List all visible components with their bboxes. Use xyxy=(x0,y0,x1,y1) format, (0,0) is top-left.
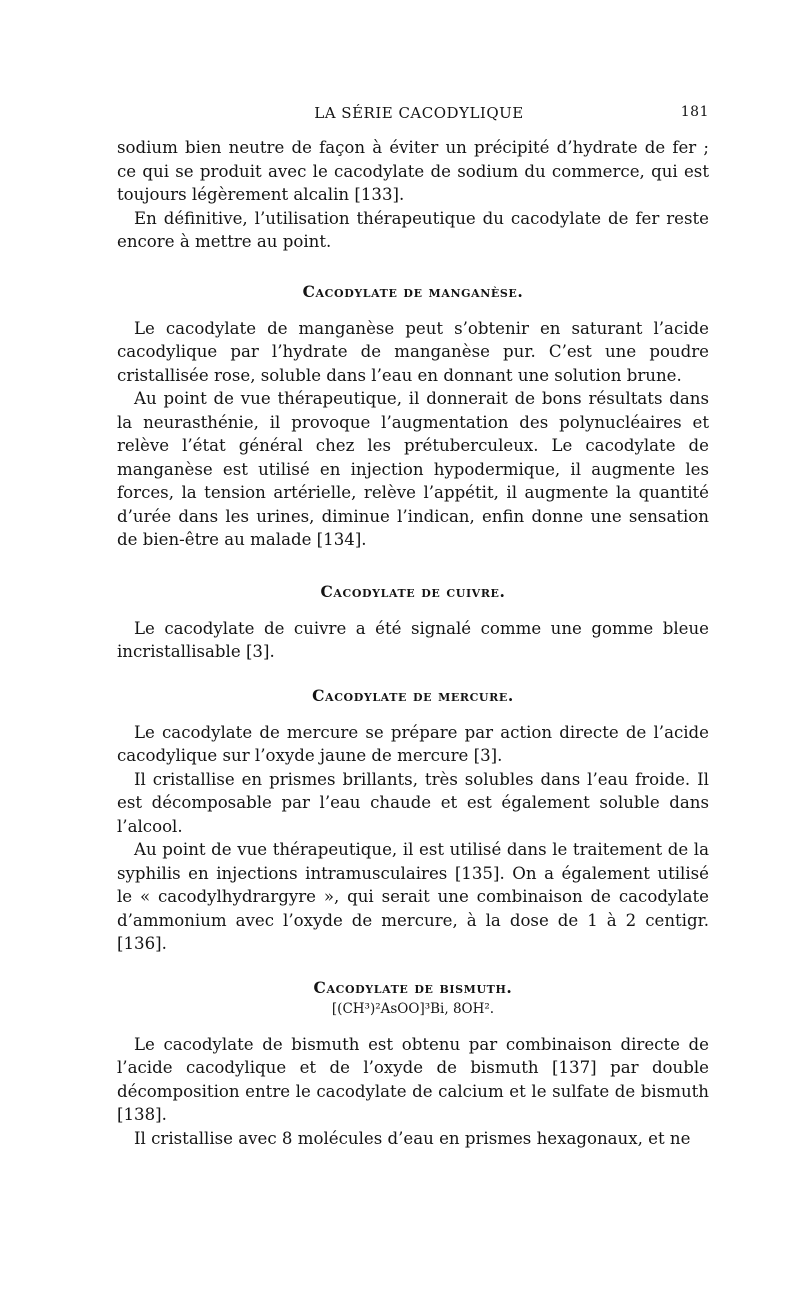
page-number: 181 xyxy=(680,104,709,120)
manganese-section xyxy=(117,317,709,552)
section-heading-manganese: Cacodylate de manganèse. xyxy=(302,281,524,301)
intro-section xyxy=(117,136,709,254)
bismuth-section xyxy=(117,1033,709,1151)
paragraph: Il cristallise avec 8 molécules d’eau en prismes hexagonaux, et ne xyxy=(134,1128,691,1148)
mercure-section xyxy=(117,721,709,956)
paragraph: sodium bien neutre de façon à éviter un précipité d’hydrate de fer ; ce qui se produit avec le cacodylate de sodium du commerce, qui est toujours légèrement alcalin [133]. xyxy=(117,138,709,204)
section-heading-bismuth: Cacodylate de bismuth. xyxy=(313,977,513,997)
section-heading-cuivre: Cacodylate de cuivre. xyxy=(320,581,506,601)
paragraph: Au point de vue thérapeutique, il est utilisé dans le traitement de la syphilis en injections intramusculaires [135]. On a également utilisé le « cacodylhydrargyre », qui serait une combinaison de cacodylate d’ammonium avec l’oxyde de mercure, à la dose de 1 à 2 centigr. [136]. xyxy=(117,840,709,953)
paragraph: Le cacodylate de manganèse peut s’obtenir en saturant l’acide cacodylique par l’hydrate de manganèse pur. C’est une poudre cristallisée rose, soluble dans l’eau en donnant une solution brune. xyxy=(117,318,709,385)
paragraph: Il cristallise en prismes brillants, très solubles dans l’eau froide. Il est décomposable par l’eau chaude et est également soluble dans l’alcool. xyxy=(117,769,709,836)
paragraph: Au point de vue thérapeutique, il donnerait de bons résultats dans la neurasthénie, il provoque l’augmentation des polynucléaires et relève l’état général chez les prétuberculeux. Le cacodylate de manganèse est utilisé en injection hypodermique, il augmente les forces, la tension artérielle, relève l’appétit, il augmente la quantité d’urée dans les urines, diminue l’indican, enfin donne une sensation de bien-être au malade [134]. xyxy=(117,389,709,549)
paragraph: Le cacodylate de bismuth est obtenu par combinaison directe de l’acide cacodylique et de l’oxyde de bismuth [137] par double décomposition entre le cacodylate de calcium et le sulfate de bismuth [138]. xyxy=(117,1034,709,1124)
paragraph: Le cacodylate de mercure se prépare par action directe de l’acide cacodylique sur l’oxyde jaune de mercure [3]. xyxy=(117,722,709,765)
book-page xyxy=(117,104,709,1150)
paragraph: En définitive, l’utilisation thérapeutique du cacodylate de fer reste encore à mettre au point. xyxy=(117,208,709,251)
cuivre-section xyxy=(117,617,709,664)
running-head-title: LA SÉRIE CACODYLIQUE xyxy=(314,104,524,122)
section-heading-mercure: Cacodylate de mercure. xyxy=(312,685,514,705)
chemical-formula: [(CH³)²AsOO]³Bi, 8OH². xyxy=(331,1000,495,1017)
running-head xyxy=(117,104,709,130)
paragraph: Le cacodylate de cuivre a été signalé comme une gomme bleue incristallisable [3]. xyxy=(117,618,709,661)
